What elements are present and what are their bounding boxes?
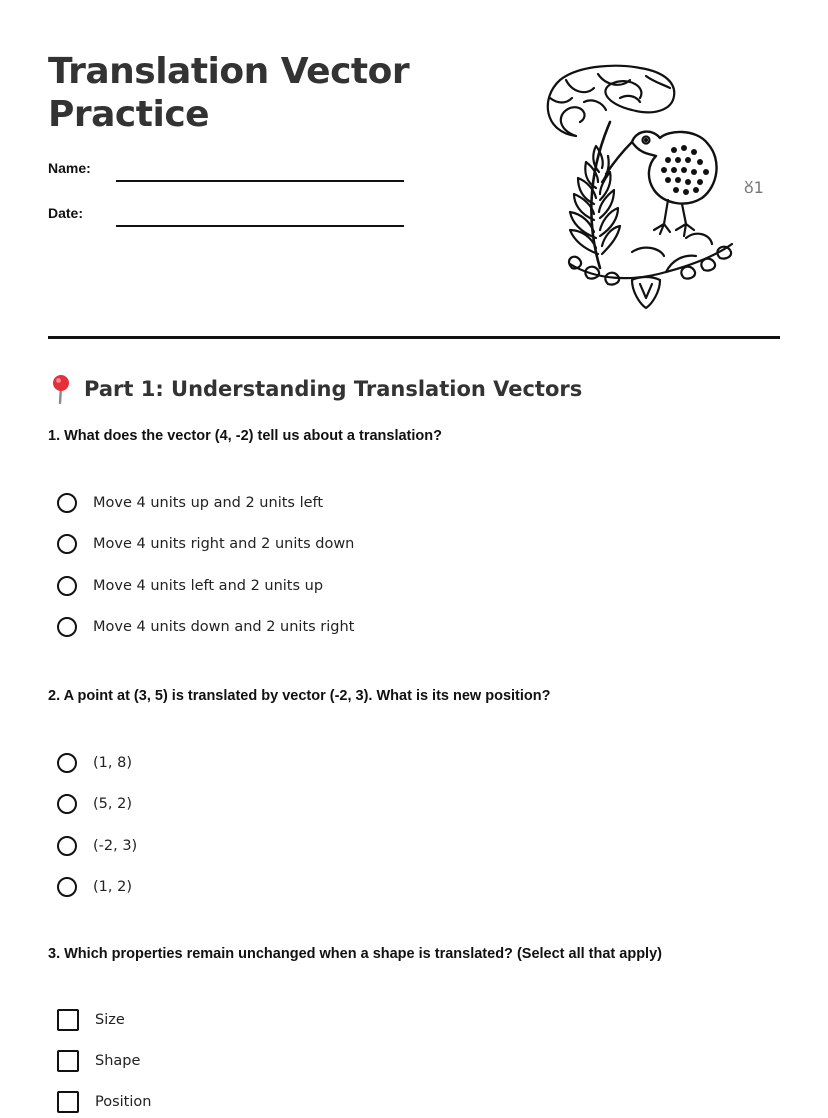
checkbox[interactable] <box>57 1091 79 1113</box>
date-field[interactable] <box>48 202 408 232</box>
option-3c[interactable] <box>57 1089 151 1115</box>
section-heading-part1 <box>48 374 582 404</box>
checkbox[interactable] <box>57 1050 79 1072</box>
option-label: (-2, 3) <box>93 838 138 854</box>
name-line[interactable] <box>116 180 404 182</box>
question-3: 3. Which properties remain unchanged when a shape is translated? (Select all that apply) <box>48 946 662 962</box>
radio-button[interactable] <box>57 493 77 513</box>
option-label: (1, 8) <box>93 755 132 771</box>
option-label: Move 4 units left and 2 units up <box>93 578 324 594</box>
kiwi-fern-emblem-icon <box>536 58 772 314</box>
option-1c[interactable] <box>57 573 323 599</box>
question-2: 2. A point at (3, 5) is translated by vector (-2, 3). What is its new position? <box>48 688 551 704</box>
option-1a[interactable] <box>57 490 323 516</box>
date-label: Date: <box>48 205 84 221</box>
option-label: Move 4 units right and 2 units down <box>93 536 355 552</box>
option-3b[interactable] <box>57 1048 140 1074</box>
radio-button[interactable] <box>57 534 77 554</box>
radio-button[interactable] <box>57 576 77 596</box>
option-2d[interactable] <box>57 874 132 900</box>
option-1b[interactable] <box>57 531 354 557</box>
option-3a[interactable] <box>57 1007 125 1033</box>
radio-button[interactable] <box>57 794 77 814</box>
header-divider <box>48 336 780 339</box>
option-1d[interactable] <box>57 614 354 640</box>
name-label: Name: <box>48 160 91 176</box>
radio-button[interactable] <box>57 877 77 897</box>
radio-button[interactable] <box>57 617 77 637</box>
radio-button[interactable] <box>57 753 77 773</box>
option-label: Move 4 units up and 2 units left <box>93 495 324 511</box>
option-2b[interactable] <box>57 791 132 817</box>
pin-icon <box>48 374 74 404</box>
worksheet-title: Translation Vector Practice <box>48 51 410 135</box>
option-2a[interactable] <box>57 750 132 776</box>
radio-button[interactable] <box>57 836 77 856</box>
page-number: ᲈ1 <box>744 178 764 197</box>
option-label: (5, 2) <box>93 796 132 812</box>
option-label: (1, 2) <box>93 879 132 895</box>
checkbox[interactable] <box>57 1009 79 1031</box>
option-label: Size <box>95 1012 125 1028</box>
option-label: Position <box>95 1094 152 1110</box>
date-line[interactable] <box>116 225 404 227</box>
section-title: Part 1: Understanding Translation Vectors <box>84 377 583 401</box>
option-label: Move 4 units down and 2 units right <box>93 619 355 635</box>
option-2c[interactable] <box>57 833 137 859</box>
question-1: 1. What does the vector (4, -2) tell us about a translation? <box>48 428 442 444</box>
option-label: Shape <box>95 1053 141 1069</box>
name-field[interactable] <box>48 157 408 187</box>
